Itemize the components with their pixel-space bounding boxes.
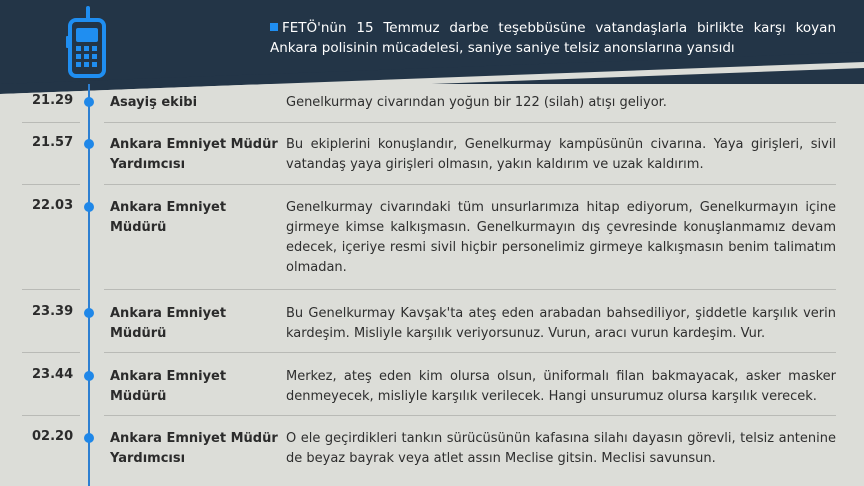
entry-time: 21.29 [32, 93, 74, 108]
entry-time: 23.39 [32, 304, 74, 319]
entry-message: O ele geçirdikleri tankın sürücüsünün kafasına silahı dayasın görevli, telsiz antenine de beyaz bayrak veya atlet assın Meclise gitsin. Meclisi savunsun. [286, 431, 836, 466]
timeline-dot [84, 97, 94, 107]
timeline-dot [84, 139, 94, 149]
headline-text: FETÖ'nün 15 Temmuz darbe teşebbüsüne vatandaşlarla birlikte karşı koyan Ankara polisinin mücadelesi, saniye saniye telsiz anonslarına yansıdı [270, 20, 836, 56]
divider [104, 289, 836, 290]
entry-time: 21.57 [32, 135, 74, 150]
divider [104, 122, 836, 123]
entry-speaker: Ankara Emniyet Müdürü [110, 306, 227, 341]
entry-speaker: Asayiş ekibi [110, 95, 198, 110]
divider [104, 184, 836, 185]
entry-message: Bu ekiplerini konuşlandır, Genelkurmay kampüsünün civarına. Yaya girişleri, sivil vatandaş yaya girişleri olmasın, yakın kaldırım ve uzak kaldırım. [286, 137, 836, 172]
entry-speaker: Ankara Emniyet Müdür Yardımcısı [110, 137, 278, 172]
divider [22, 289, 80, 290]
entry-time: 22.03 [32, 198, 74, 213]
headline [270, 18, 836, 58]
entry-message: Merkez, ateş eden kim olursa olsun, üniformalı filan bakmayacak, asker masker denmeyecek, misliyle karşılık verilecek. Hangi unsurumuz olursa karşılık verecek. [286, 369, 836, 404]
divider [22, 352, 80, 353]
entry-speaker: Ankara Emniyet Müdürü [110, 200, 227, 235]
divider [22, 122, 80, 123]
timeline-dot [84, 308, 94, 318]
divider [104, 415, 836, 416]
entry-time: 02.20 [32, 429, 74, 444]
entry-speaker: Ankara Emniyet Müdürü [110, 369, 227, 404]
divider [104, 352, 836, 353]
entry-time: 23.44 [32, 367, 74, 382]
timeline-dot [84, 202, 94, 212]
entry-speaker: Ankara Emniyet Müdür Yardımcısı [110, 431, 278, 466]
timeline-dot [84, 371, 94, 381]
entry-message: Bu Genelkurmay Kavşak'ta ateş eden arabadan bahsediliyor, şiddetle karşılık verin kardeşim. Misliyle karşılık veriyorsunuz. Vurun, aracı vurun kardeşim. Vur. [286, 306, 836, 341]
entry-message: Genelkurmay civarındaki tüm unsurlarımıza hitap ediyorum, Genelkurmayın içine girmeye kimse kalkışmasın. Genelkurmayın dış çevresinde konuşlanmamız devam edecek, içeriye resmi sivil hiçbir personelimiz girmeye kalkışmasın benim talimatım olmadan. [286, 200, 836, 275]
divider [22, 415, 80, 416]
headline-bullet [270, 23, 278, 31]
radio-icon [62, 6, 112, 78]
divider [22, 184, 80, 185]
entry-message: Genelkurmay civarından yoğun bir 122 (silah) atışı geliyor. [286, 95, 667, 110]
timeline-dot [84, 433, 94, 443]
